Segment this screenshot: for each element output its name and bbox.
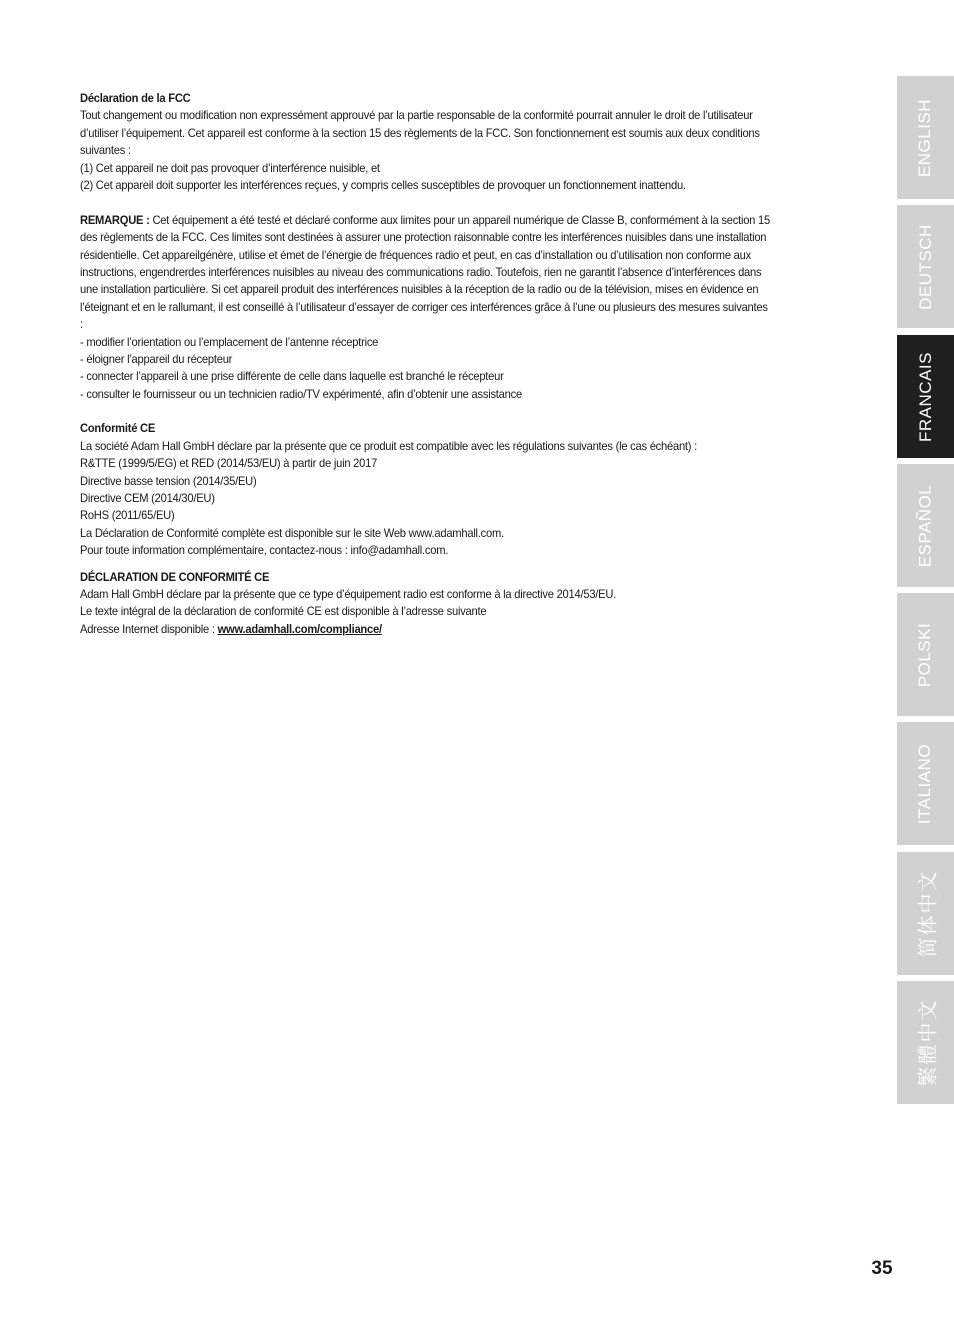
remarque-line: - consulter le fournisseur ou un technicien radio/TV expérimenté, afin d’obtenir une assistance bbox=[80, 386, 522, 401]
section-spacer bbox=[80, 560, 817, 569]
tab-polski[interactable] bbox=[897, 593, 954, 716]
declaration-line: Le texte intégral de la déclaration de conformité CE est disponible à l’adresse suivante bbox=[80, 604, 487, 619]
ce-heading: Conformité CE bbox=[80, 421, 156, 436]
tab-label: 简体中文 bbox=[917, 869, 939, 958]
remarque-line: des règlements de la FCC. Ces limites sont destinées à assurer une protection raisonnable contre les interférences nuisibles dans une installation bbox=[80, 230, 767, 245]
remarque-line: résidentielle. Cet appareilgénère, utilise et émet de l’énergie de fréquences radio et peut, en cas d’installation ou d’utilisation non conforme aux bbox=[80, 247, 751, 262]
fcc-line: (2) Cet appareil doit supporter les interférences reçues, y compris celles susceptibles de provoquer un fonctionnement inattendu. bbox=[80, 178, 686, 193]
fcc-heading: Déclaration de la FCC bbox=[80, 91, 191, 105]
ce-line: RoHS (2011/65/EU) bbox=[80, 508, 175, 523]
declaration-address bbox=[80, 621, 817, 638]
ce-line: R&TTE (1999/5/EG) et RED (2014/53/EU) à partir de juin 2017 bbox=[80, 456, 378, 471]
section-spacer bbox=[80, 403, 817, 412]
document-body bbox=[80, 90, 817, 638]
remarque-label: REMARQUE : bbox=[80, 212, 150, 227]
remarque-line: une installation particulière. Si cet appareil produit des interférences nuisibles à la réception de la radio ou de la télévision, mises en évidence en bbox=[80, 282, 759, 297]
remarque-text: Cet équipement a été testé et déclaré conforme aux limites pour un appareil numérique de Classe B, conformément à la section 15 bbox=[149, 212, 770, 227]
remarque-line: - connecter l’appareil à une prise différente de celle dans laquelle est branché le récepteur bbox=[80, 369, 504, 384]
tab-label: 繁體中文 bbox=[917, 998, 939, 1087]
section-spacer bbox=[80, 412, 817, 420]
remarque-line: l’éteignant et en le rallumant, il est conseillé à l’utilisateur d’essayer de corriger ces interférences grâce à l’une ou plusieurs des mesures suivantes bbox=[80, 299, 768, 314]
tab-label: POLSKI bbox=[915, 622, 935, 687]
fcc-line: d’utiliser l’équipement. Cet appareil est conforme à la section 15 des règlements de la FCC. Son fonctionnement est soumis aux deux conditions bbox=[80, 125, 760, 140]
fcc-line: (1) Cet appareil ne doit pas provoquer d’interférence nuisible, et bbox=[80, 160, 380, 175]
ce-line: La Déclaration de Conformité complète est disponible sur le site Web www.adamhall.com. bbox=[80, 525, 504, 540]
ce-line: Pour toute information complémentaire, contactez-nous : info@adamhall.com. bbox=[80, 543, 449, 558]
remarque-first-line bbox=[80, 212, 817, 229]
tab-english[interactable] bbox=[897, 76, 954, 199]
tab-label: FRANCAIS bbox=[915, 351, 935, 442]
remarque-line: : bbox=[80, 317, 83, 332]
tab-traditional-chinese[interactable] bbox=[897, 981, 954, 1104]
ce-line: La société Adam Hall GmbH déclare par la présente que ce produit est compatible avec les régulations suivantes (le cas échéant) : bbox=[80, 438, 698, 453]
page-number: 35 bbox=[871, 1258, 893, 1279]
fcc-line: suivantes : bbox=[80, 143, 131, 158]
tab-espanol[interactable] bbox=[897, 464, 954, 587]
tab-label: ESPAÑOL bbox=[915, 484, 935, 567]
address-label: Adresse Internet disponible : bbox=[80, 621, 218, 636]
declaration-line: Adam Hall GmbH déclare par la présente que ce type d’équipement radio est conforme à la directive 2014/53/EU. bbox=[80, 586, 617, 601]
remarque-line: - éloigner l’appareil du récepteur bbox=[80, 352, 233, 367]
tab-simplified-chinese[interactable] bbox=[897, 852, 954, 975]
tab-label: DEUTSCH bbox=[915, 223, 935, 310]
compliance-link[interactable]: www.adamhall.com/compliance/ bbox=[217, 621, 382, 636]
tab-label: ITALIANO bbox=[915, 743, 935, 824]
tab-label: ENGLISH bbox=[915, 98, 935, 177]
fcc-line: Tout changement ou modification non expressément approuvé par la partie responsable de la conformité pourrait annuler le droit de l’utilisateur bbox=[80, 108, 753, 123]
remarque-line: instructions, engendrerdes interférences nuisibles au niveau des communications radio. Toutefois, rien ne garantit l’absence d’interférences dans bbox=[80, 265, 762, 280]
tab-francais[interactable] bbox=[897, 335, 954, 458]
tab-deutsch[interactable] bbox=[897, 205, 954, 328]
ce-line: Directive CEM (2014/30/EU) bbox=[80, 490, 215, 505]
section-spacer bbox=[80, 194, 817, 211]
tab-italiano[interactable] bbox=[897, 722, 954, 845]
ce-line: Directive basse tension (2014/35/EU) bbox=[80, 473, 257, 488]
declaration-heading: DÉCLARATION DE CONFORMITÉ CE bbox=[80, 569, 270, 584]
remarque-line: - modifier l’orientation ou l’emplacement de l’antenne réceptrice bbox=[80, 334, 379, 349]
